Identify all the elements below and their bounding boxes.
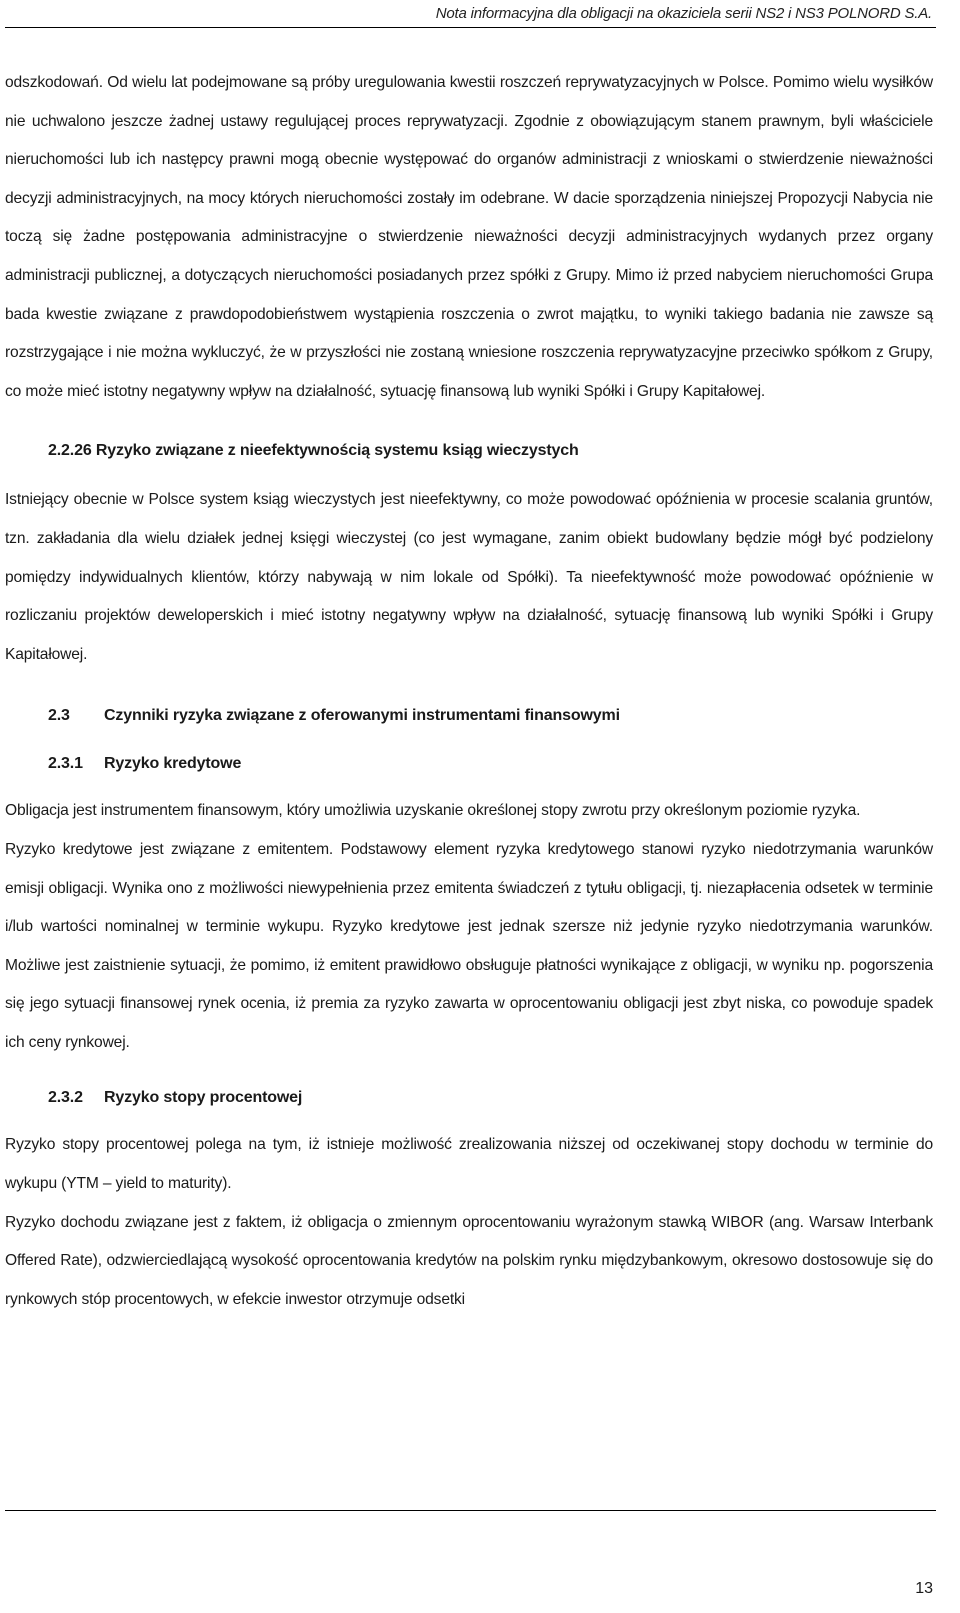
heading-2-3-1 (48, 744, 933, 784)
heading-2-3-2 (48, 1078, 933, 1118)
paragraph-land-registry: Istniejący obecnie w Polsce system ksiąg wieczystych jest nieefektywny, co może powodować opóźnienia w procesie scalania gruntów, tzn. zakładania dla wielu działek jednej księgi wieczystej (co jest wymagane, zanim obiekt budowlany będzie mógł być podzielony pomiędzy indywidualnych klientów, którzy nabywają w nim lokale od Spółki). Ta nieefektywność może powodować opóźnienie w rozliczaniu projektów deweloperskich i mieć istotny negatywny wpływ na działalność, sytuację finansową lub wyniki Spółki i Grupy Kapitałowej. (5, 491, 933, 663)
heading-2-3-2-number: 2.3.2 (48, 1089, 83, 1107)
page-content (5, 64, 933, 1319)
paragraph-interest-rate-risk: Ryzyko stopy procentowej polega na tym, iż istnieje możliwość zrealizowania niższej od oczekiwanej stopy dochodu w terminie do wykupu (YTM – yield to maturity). (5, 1136, 933, 1193)
heading-2-3 (48, 696, 933, 736)
paragraph-credit-risk: Ryzyko kredytowe jest związane z emitentem. Podstawowy element ryzyka kredytowego stanowi ryzyko niedotrzymania warunków emisji obligacji. Wynika ono z możliwości niewypełnienia przez emitenta świadczeń z tytułu obligacji, tj. niezapłacenia odsetek w terminie i/lub wartości nominalnej w terminie wykupu. Ryzyko kredytowe jest jednak szersze niż jedynie ryzyko niedotrzymania warunków. Możliwe jest zaistnienie sytuacji, że pomimo, iż emitent prawidłowo obsługuje płatności wynikające z obligacji, w wyniku np. pogorszenia się jego sytuacji finansowej rynek ocenia, iż premia za ryzyko zawarta w oprocentowaniu obligacji jest zbyt niska, co powoduje spadek ich ceny rynkowej. (5, 840, 933, 1051)
footer-divider (5, 1510, 936, 1511)
paragraph-income-risk: Ryzyko dochodu związane jest z faktem, iż obligacja o zmiennym oprocentowaniu wyrażonym stawką WIBOR (ang. Warsaw Interbank Offered Rate), odzwierciedlającą wysokość oprocentowania kredytów na polskim rynku międzybankowym, okresowo dostosowuje się do rynkowych stóp procentowych, w efekcie inwestor otrzymuje odsetki (5, 1213, 933, 1308)
heading-2-3-number: 2.3 (48, 707, 70, 725)
heading-2-3-1-number: 2.3.1 (48, 755, 83, 773)
page-header: Nota informacyjna dla obligacji na okaziciela serii NS2 i NS3 POLNORD S.A. (435, 5, 932, 22)
heading-2-3-1-title: Ryzyko kredytowe (104, 755, 242, 773)
heading-2-3-2-title: Ryzyko stopy procentowej (104, 1089, 303, 1107)
paragraph-reprivatization: odszkodowań. Od wielu lat podejmowane są próby uregulowania kwestii roszczeń reprywatyzacyjnych w Polsce. Pomimo wielu wysiłków nie uchwalono jeszcze żadnej ustawy regulującej proces reprywatyzacji. Zgodnie z obowiązującym stanem prawnym, byli właściciele nieruchomości lub ich następcy prawni mogą obecnie występować do organów administracji z wnioskami o stwierdzenie nieważności decyzji administracyjnych, na mocy których nieruchomości zostały im odebrane. W dacie sporządzenia niniejszej Propozycji Nabycia nie toczą się żadne postępowania administracyjne o stwierdzenie nieważności decyzji administracyjnych wydanych przez organy administracji publicznej, a dotyczących nieruchomości posiadanych przez spółki z Grupy. Mimo iż przed nabyciem nieruchomości Grupa bada kwestie związane z prawdopodobieństwem wystąpienia roszczenia o zwrot majątku, to wyniki takiego badania nie zawsze są rozstrzygające i nie można wykluczyć, że w przyszłości nie zostaną wniesione roszczenia reprywatyzacyjne przeciwko spółkom z Grupy, co może mieć istotny negatywny wpływ na działalność, sytuację finansową lub wyniki Spółki i Grupy Kapitałowej. (5, 74, 933, 400)
header-divider (5, 27, 936, 28)
heading-2-2-26: 2.2.26 Ryzyko związane z nieefektywnością systemu ksiąg wieczystych (48, 442, 579, 460)
paragraph-bond-definition: Obligacja jest instrumentem finansowym, który umożliwia uzyskanie określonej stopy zwrotu przy określonym poziomie ryzyka. (5, 802, 861, 820)
page-number: 13 (915, 1580, 933, 1597)
heading-2-3-title: Czynniki ryzyka związane z oferowanymi instrumentami finansowymi (104, 707, 620, 725)
